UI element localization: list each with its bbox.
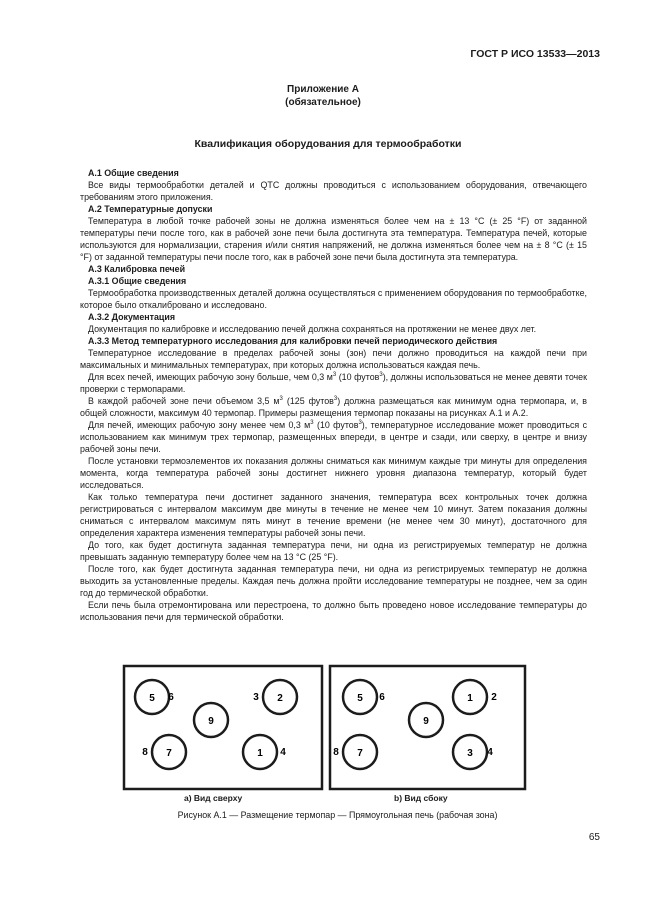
- figure-a1: [80, 636, 587, 828]
- appendix-title: Приложение А: [287, 84, 359, 95]
- heading-a3-1: А.3.1 Общие сведения: [88, 276, 187, 286]
- view-top-thermocouple-label: 9: [208, 716, 214, 727]
- view-side-frame: [330, 666, 525, 789]
- view-side-thermocouples: [333, 680, 497, 769]
- view-top-thermocouple-tag: 3: [253, 692, 259, 703]
- view-top-caption: а) Вид сверху: [184, 793, 243, 803]
- heading-a2: А.2 Температурные допуски: [88, 204, 213, 214]
- document-body: [80, 167, 587, 623]
- document-standard-header: ГОСТ Р ИСО 13533—2013: [470, 48, 600, 60]
- paragraph: В каждой рабочей зоне печи объемом 3,5 $м^3$ (125 футов$^3$) должна размещаться как минимум одна термопара, и, в общей сложности, максимум 40 термопар. Примеры размещения термопар показаны на рисунках А.1 и А.2.: [80, 396, 587, 418]
- view-side-thermocouple-tag: 4: [487, 747, 493, 758]
- paragraph: После того, как будет достигнута заданная температура печи, ни одна из регистрируемых температур не должна выходить за установленные пределы. Каждая печь должна пройти исследование температуры не позднее, чем за один год до термической обработки.: [80, 564, 587, 598]
- paragraph: Температура в любой точке рабочей зоны не должна изменяться более чем на ± 13 °С (± 25 °F) от заданной температуры печи после того, как в рабочей зоне печи была достигнута эта температура. Температура печей, которые используются для нормализации, старения и/или снятия напряжений, не должна изменяться более чем на ± 8 °С (± 15 °F) от заданной температуры печи после того, как в рабочей зоне печи была достигнута эта температура.: [80, 216, 587, 262]
- paragraph: Если печь была отремонтирована или перестроена, то должно быть проведено новое исследование температуры до использования печи для термической обработки.: [80, 600, 587, 622]
- heading-a3-2: А.3.2 Документация: [88, 312, 176, 322]
- view-side-thermocouple-label: 3: [467, 748, 473, 759]
- paragraph: Температурное исследование в пределах рабочей зоны (зон) печи должно проводиться на каждой печи при максимальных и минимальных температурах, при которых должна использоваться каждая печь.: [80, 348, 587, 370]
- section-title: Квалификация оборудования для термообработки: [194, 138, 462, 150]
- view-top-thermocouple-tag: 8: [142, 747, 148, 758]
- view-side-thermocouple-label: 5: [357, 693, 363, 704]
- paragraph: До того, как будет достигнута заданная температура печи, ни одна из регистрируемых температур не должна превышать заданную температуру более чем на 13 °С (25 °F).: [80, 540, 587, 562]
- paragraph: Как только температура печи достигнет заданного значения, температура всех контрольных точек должна регистрироваться с интервалом максимум две минуты в течение не менее чем 10 минут. Затем показания должны сниматься с интервалом максимум пять минут в течение времени (не менее чем 30 минут), достаточного для определения характера изменения температуры рабочей зоны печи.: [80, 492, 587, 538]
- paragraph: После установки термоэлементов их показания должны сниматься как минимум каждые три минуты для определения момента, когда температура рабочей зоны достигнет нижнего уровня диапазона температур, который будет исследоваться.: [80, 456, 587, 490]
- paragraph: Термообработка производственных деталей должна осуществляться с применением оборудования по термообработке, которое было откалибровано и исследовано.: [80, 288, 587, 310]
- view-top-thermocouples: [135, 680, 297, 769]
- view-top-thermocouple-tag: 6: [168, 692, 174, 703]
- thermocouple-diagram: [80, 636, 587, 796]
- appendix-status: (обязательное): [285, 97, 361, 108]
- view-side-thermocouple-label: 7: [357, 748, 363, 759]
- view-top-thermocouple-label: 5: [149, 693, 155, 704]
- view-top-thermocouple-tag: 4: [280, 747, 286, 758]
- paragraph: Для всех печей, имеющих рабочую зону больше, чем 0,3 $м^3$ (10 футов$^3$), должны использоваться не менее девяти точек проверки с термопарами.: [80, 372, 588, 394]
- view-side-thermocouple-tag: 2: [491, 692, 497, 703]
- appendix-heading: [0, 83, 646, 109]
- view-top-thermocouple-label: 7: [166, 748, 172, 759]
- heading-a3-3: А.3.3 Метод температурного исследования для калибровки печей периодического действия: [88, 336, 498, 346]
- page-number: 65: [588, 832, 600, 843]
- view-side-caption: b) Вид сбоку: [394, 793, 448, 803]
- view-side-thermocouple-label: 1: [467, 693, 473, 704]
- view-top-thermocouple-label: 1: [257, 748, 263, 759]
- heading-a3: А.3 Калибровка печей: [88, 264, 186, 274]
- view-top-thermocouple-label: 2: [277, 693, 283, 704]
- view-side-thermocouple-tag: 8: [333, 747, 339, 758]
- heading-a1: А.1 Общие сведения: [88, 168, 179, 178]
- paragraph: Все виды термообработки деталей и QTC должны проводиться с использованием оборудования, отвечающего требованиям этого приложения.: [80, 180, 587, 202]
- view-side-thermocouple-tag: 6: [379, 692, 385, 703]
- figure-caption: Рисунок А.1 — Размещение термопар — Прямоугольная печь (рабочая зона): [177, 810, 498, 820]
- paragraph: Для печей, имеющих рабочую зону менее чем 0,3 $м^3$ (10 футов$^3$), температурное исследование может проводиться с использованием как минимум трех термопар, размещенных впереди, в центре и сзади, или сверху, в центре и внизу рабочей зоны печи.: [80, 420, 588, 454]
- paragraph: Документация по калибровке и исследованию печей должна сохраняться на протяжении не менее двух лет.: [88, 324, 537, 334]
- view-side-thermocouple-label: 9: [423, 716, 429, 727]
